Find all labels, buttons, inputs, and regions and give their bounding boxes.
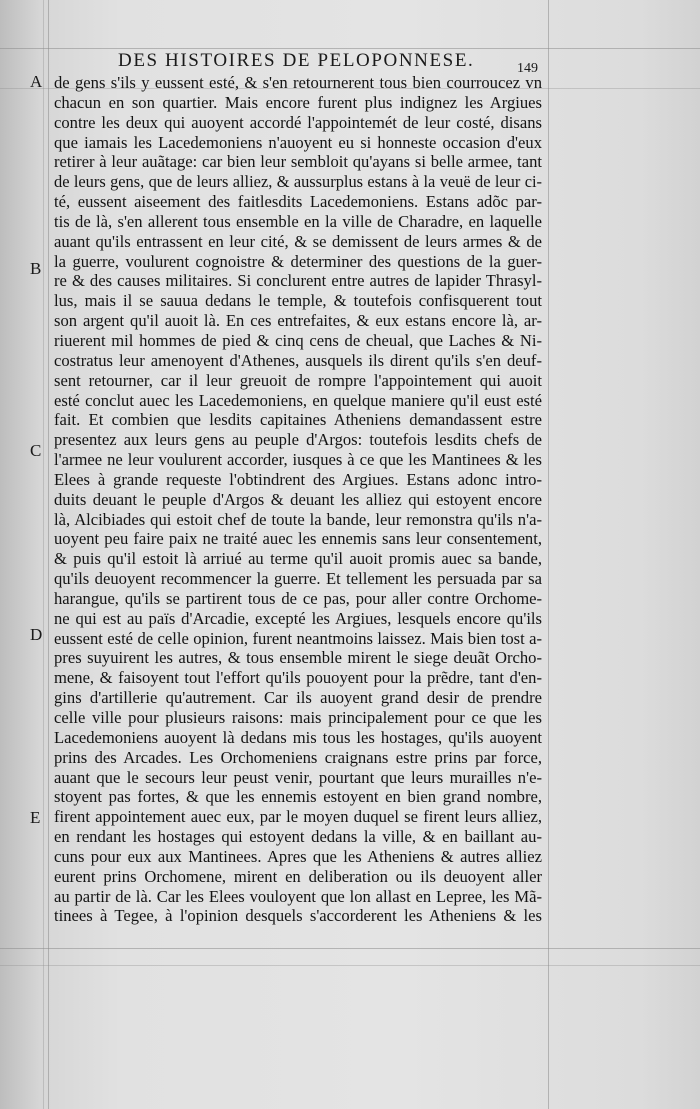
text-line: Elees à grande requeste l'obtindrent des Argiues. Estans adonc intro- xyxy=(54,469,542,489)
text-line: riuerent mil hommes de pied & cinq cens de cheual, que Laches & Ni- xyxy=(54,330,542,350)
text-line: sent retourner, car il leur greuoit de rompre l'appointement qui auoit xyxy=(54,370,542,390)
margin-marker-b: B xyxy=(30,259,42,278)
text-line: lus, mais il se sauua dedans le temple, & toutefois confisquerent tout xyxy=(54,291,542,311)
page-rule-left-outer xyxy=(43,0,44,1109)
text-line: gins d'artillerie qu'autrement. Car ils auoyent grand desir de prendre xyxy=(54,688,542,708)
text-line: retirer à leur auãtage: car bien leur sembloit qu'ayans si belle armee, tant xyxy=(54,152,542,172)
text-line: là, Alcibiades qui estoit chef de toute la bande, leur remonstra qu'ils n'a- xyxy=(54,509,542,529)
text-line: au partir de là. Car les Elees vouloyent que lon allast en Lepree, les Mã- xyxy=(54,886,542,906)
text-line: eussent esté de celle opinion, furent neantmoins laissez. Mais bien tost a- xyxy=(54,628,542,648)
text-line: té, eussent aiseement des faitlesdits Lacedemoniens. Estans adõc par- xyxy=(54,192,542,212)
text-line: & puis qu'il estoit là arriué au terme qu'il auoit promis auec sa bande, xyxy=(54,549,542,569)
text-line: mene, & faisoyent tout l'effort qu'ils pouoyent pour la prẽdre, tant d'en- xyxy=(54,668,542,688)
margin-marker-d: D xyxy=(30,625,43,644)
text-line: harangue, qu'ils se partirent tous de ce pas, pour aller contre Orchome- xyxy=(54,588,542,608)
text-line: la guerre, voulurent cognoistre & determiner des questions de la guer- xyxy=(54,251,542,271)
text-line: qu'ils deuoyent recommencer la guerre. Et tellement les persuada par sa xyxy=(54,569,542,589)
text-line: fait. Et combien que lesdits capitaines Atheniens demandassent estre xyxy=(54,410,542,430)
text-line: duits deuant le peuple d'Argos & deuant les alliez qui estoyent encore xyxy=(54,489,542,509)
text-line: tis de là, s'en allerent tous ensemble en la ville de Charadre, en laquelle xyxy=(54,211,542,231)
text-line: son argent qu'il auoit là. En ces entrefaites, & eux estans encore là, ar- xyxy=(54,311,542,331)
margin-marker-c: C xyxy=(30,441,42,460)
text-line: contre les deux qui auoyent accordé l'appointemét de leur costé, disans xyxy=(54,112,542,132)
text-line: en rendant les hostages qui estoyent dedans la ville, & en baillant au- xyxy=(54,827,542,847)
body-text xyxy=(54,73,542,926)
text-line: eurent prins Orchomene, mirent en deliberation ou ils deuoyent aller xyxy=(54,866,542,886)
page-rule-top xyxy=(0,48,700,49)
text-line: de gens s'ils y eussent esté, & s'en retournerent tous bien courroucez vn xyxy=(54,73,542,92)
text-line: re & des causes militaires. Si conclurent entre autres de lapider Thrasyl- xyxy=(54,271,542,291)
text-line: auant qu'ils entrassent en leur cité, & se demissent de leurs armes & de xyxy=(54,231,542,251)
text-line: esté conclut auec les Lacedemoniens, en quelque maniere qu'il eust esté xyxy=(54,390,542,410)
margin-marker-a: A xyxy=(30,72,43,91)
text-line: pres suyuirent les autres, & tous ensemble mirent le siege deuãt Orcho- xyxy=(54,648,542,668)
text-line: que iamais les Lacedemoniens n'auoyent eu si honneste occasion d'eux xyxy=(54,132,542,152)
text-line: de leurs gens, que de leurs alliez, & aussurplus estans à la veuë de leur ci- xyxy=(54,172,542,192)
text-line: cuns pour eux aux Mantinees. Apres que les Atheniens & autres alliez xyxy=(54,846,542,866)
text-line: stoyent pas fortes, & que les ennemis estoyent en bien grand nombre, xyxy=(54,787,542,807)
page-rule-bottom-inner xyxy=(0,965,700,966)
text-line: tinees à Tegee, à l'opinion desquels s'accorderent les Atheniens & les xyxy=(54,906,542,926)
text-line: prins des Arcades. Les Orchomeniens craignans estre prins par force, xyxy=(54,747,542,767)
text-line: celle ville pour plusieurs raisons: mais principalement pour ce que les xyxy=(54,708,542,727)
margin-marker-e: E xyxy=(30,808,41,827)
text-line: ne qui est au païs d'Arcadie, excepté les Argiues, lesquels encore qu'ils xyxy=(54,608,542,628)
text-line: presentez aux leurs gens au peuple d'Argos: toutefois lesdits chefs de xyxy=(54,430,542,450)
text-line: auant que le secours leur peust venir, pourtant que leurs murailles n'e- xyxy=(54,767,542,787)
text-line: costratus leur amenoyent d'Athenes, ausquels ils dirent qu'ils s'en deuf- xyxy=(54,350,542,370)
text-line: l'armee ne leur voulurent accorder, iusques à ce que les Mantinees & les xyxy=(54,450,542,470)
page-rule-bottom xyxy=(0,948,700,949)
text-line: firent appointement auec eux, par le moyen duquel se firent leurs alliez, xyxy=(54,807,542,827)
text-line: uoyent peu faire paix ne traité auec les ennemis sans leur consentement, xyxy=(54,529,542,549)
page-rule-right xyxy=(548,0,549,1109)
running-head: DES HISTOIRES DE PELOPONNESE. xyxy=(118,50,475,71)
page-rule-left xyxy=(48,0,49,1109)
text-line: Lacedemoniens auoyent là dedans mis tous les hostages, qu'ils auoyent xyxy=(54,727,542,747)
text-line: chacun en son quartier. Mais encore furent plus indignez les Argiues xyxy=(54,92,542,112)
page-number: 149 xyxy=(517,61,538,76)
